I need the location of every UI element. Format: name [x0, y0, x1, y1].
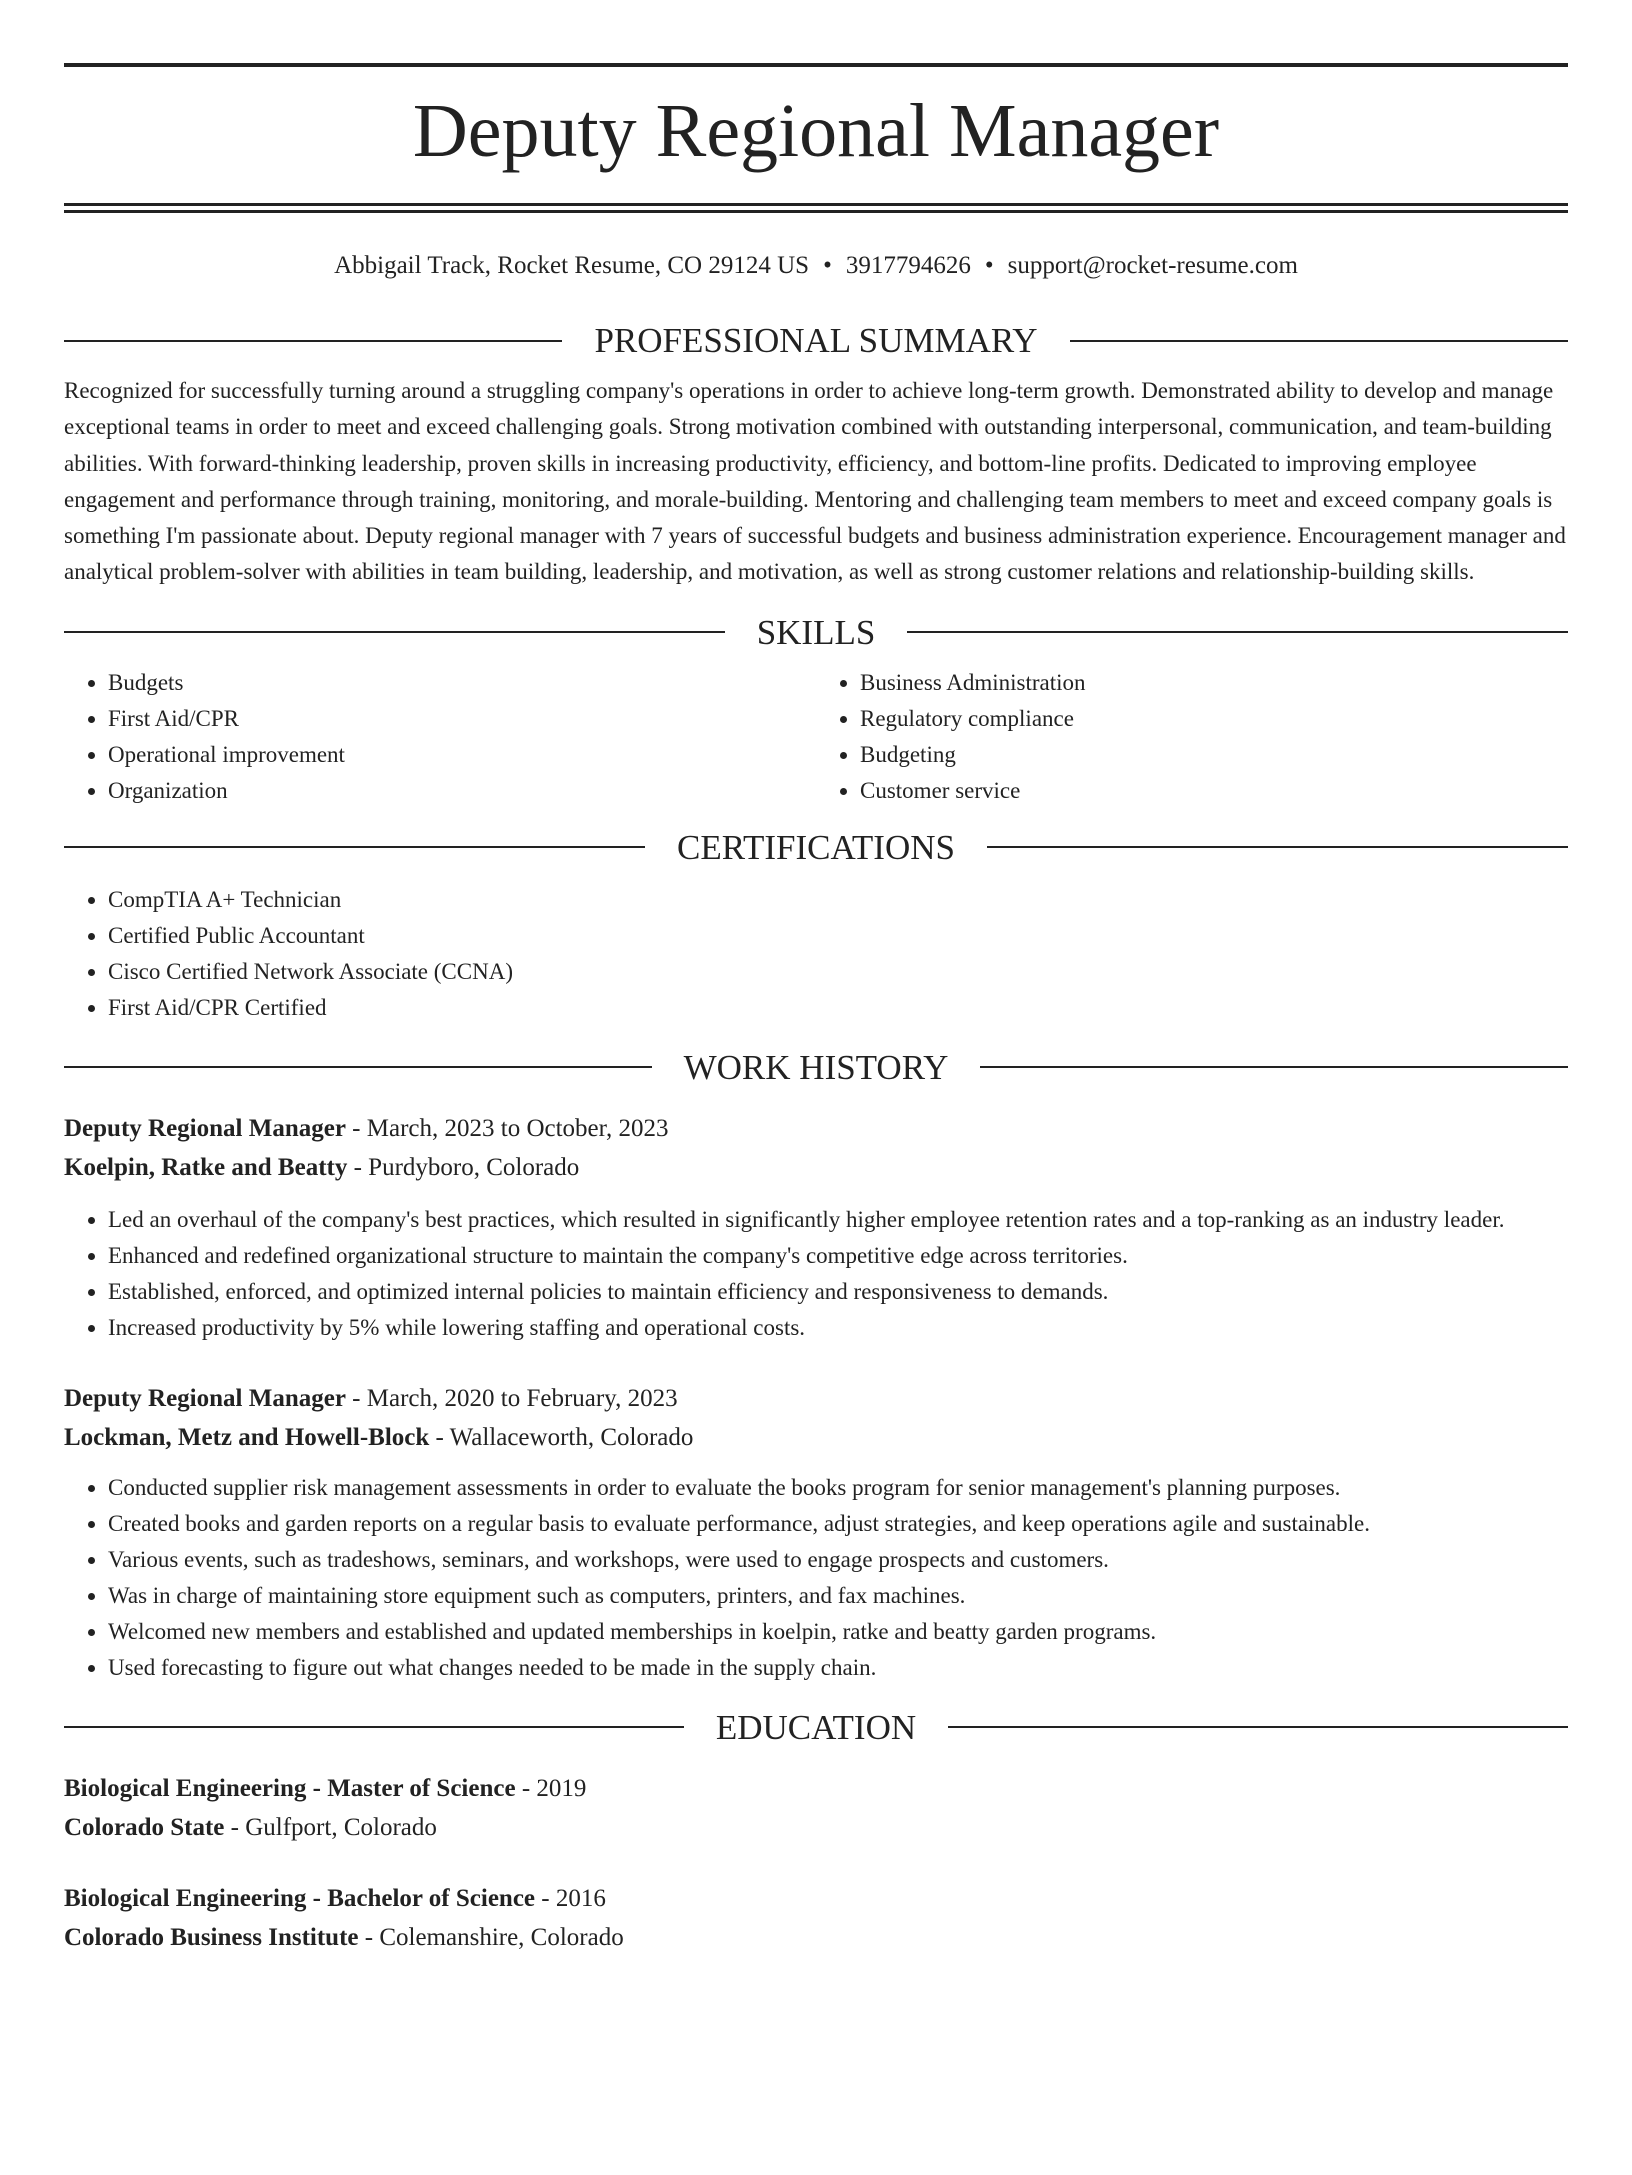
education-degree-line [64, 1769, 1568, 1808]
summary-heading-label: PROFESSIONAL SUMMARY [594, 321, 1038, 360]
job-dates: - March, 2023 to October, 2023 [345, 1114, 669, 1142]
education-school-line [64, 1808, 1568, 1847]
education-degree: Biological Engineering - Master of Science [64, 1774, 516, 1802]
skills-heading [64, 612, 1568, 652]
job-title: Deputy Regional Manager [64, 1114, 346, 1142]
job-bullet: • Increased productivity by 5% while lowering staffing and operational costs. [108, 1310, 1568, 1346]
certifications-list [64, 882, 1568, 1026]
skill-item: • Organization [108, 773, 816, 809]
education-year: - 2016 [535, 1884, 606, 1912]
skill-item: • Regulatory compliance [860, 701, 1568, 737]
education-entry [64, 1879, 1568, 1957]
heading-rule [64, 1726, 684, 1728]
education-year: - 2019 [515, 1774, 587, 1802]
heading-rule [64, 846, 645, 848]
heading-rule [64, 1066, 652, 1068]
skills-column-right [816, 665, 1568, 809]
education-school-line [64, 1918, 1568, 1957]
education-school: Colorado Business Institute [64, 1923, 359, 1951]
contact-separator: • [984, 252, 994, 279]
work-heading [64, 1047, 1568, 1087]
heading-rule [64, 631, 725, 633]
certification-item: • CompTIA A+ Technician [108, 882, 1568, 918]
job-location: - Purdyboro, Colorado [347, 1153, 580, 1181]
summary-heading [64, 323, 1568, 358]
skills-list [64, 665, 1568, 809]
certification-item: • Cisco Certified Network Associate (CCNA) [108, 954, 1568, 990]
title-double-rule [64, 203, 1568, 213]
job-bullet: • Was in charge of maintaining store equipment such as computers, printers, and fax machines. [108, 1578, 1568, 1614]
skill-item: • Customer service [860, 773, 1568, 809]
job-bullet: • Various events, such as tradeshows, seminars, and workshops, were used to engage prospects and customers. [108, 1542, 1568, 1578]
job-dates: - March, 2020 to February, 2023 [345, 1384, 678, 1412]
education-degree-line [64, 1879, 1568, 1918]
job-company: Lockman, Metz and Howell-Block [64, 1423, 430, 1451]
skill-item: • First Aid/CPR [108, 701, 816, 737]
skill-item: • Business Administration [860, 665, 1568, 701]
job-company-line [64, 1418, 1568, 1457]
heading-rule [987, 846, 1568, 848]
education-heading-label: EDUCATION [715, 1707, 917, 1747]
job-company-line [64, 1148, 1568, 1187]
skill-item: • Budgeting [860, 737, 1568, 773]
job-bullet: • Created books and garden reports on a regular basis to evaluate performance, adjust strategies, and keep operations agile and sustainable. [108, 1506, 1568, 1542]
certification-item: • First Aid/CPR Certified [108, 990, 1568, 1026]
job-location: - Wallaceworth, Colorado [429, 1423, 694, 1451]
contact-separator: • [823, 252, 832, 279]
job-bullet: • Used forecasting to figure out what changes needed to be made in the supply chain. [108, 1650, 1568, 1686]
job-company: Koelpin, Ratke and Beatty [64, 1153, 348, 1181]
resume-page [0, 63, 1632, 2175]
heading-rule [907, 631, 1568, 633]
heading-rule [948, 1726, 1568, 1728]
education-location: - Colemanshire, Colorado [358, 1923, 624, 1951]
skill-item: • Budgets [108, 665, 816, 701]
job-bullets [64, 1470, 1568, 1686]
skills-heading-label: SKILLS [756, 612, 876, 652]
summary-text: Recognized for successfully turning around a struggling company's operations in order to achieve long-term growth. Demonstrated ability to develop and manage exceptional teams in order to meet and exceed challenging goals. Strong motivation combined with outstanding interpersonal, communication, and team-building abilities. With forward-thinking leadership, proven skills in increasing productivity, efficiency, and bottom-line profits. Dedicated to improving employee engagement and performance through training, monitoring, and morale-building. Mentoring and challenging team members to meet and exceed company goals is something I'm passionate about. Deputy regional manager with 7 years of successful budgets and business administration experience. Encouragement manager and analytical problem-solver with abilities in team building, leadership, and motivation, as well as strong customer relations and relationship-building skills. [64, 378, 1566, 585]
work-heading-label: WORK HISTORY [683, 1047, 949, 1087]
job-bullets [64, 1202, 1568, 1346]
job-bullet: • Conducted supplier risk management assessments in order to evaluate the books program for senior management's planning purposes. [108, 1470, 1568, 1506]
page-title: Deputy Regional Manager [412, 89, 1220, 173]
heading-rule [64, 340, 562, 342]
job-entry [64, 1109, 1568, 1346]
skill-item: • Operational improvement [108, 737, 816, 773]
certifications-heading [64, 827, 1568, 867]
contact-address: Abbigail Track, Rocket Resume, CO 29124 US [334, 252, 810, 279]
heading-rule [980, 1066, 1568, 1068]
skills-column-left [64, 665, 816, 809]
heading-rule [1070, 340, 1568, 342]
contact-phone: 3917794626 [845, 252, 971, 279]
job-bullet: • Established, enforced, and optimized internal policies to maintain efficiency and responsiveness to demands. [108, 1274, 1568, 1310]
education-entry [64, 1769, 1568, 1847]
education-school: Colorado State [64, 1813, 225, 1841]
certifications-heading-label: CERTIFICATIONS [677, 827, 955, 867]
education-heading [64, 1707, 1568, 1747]
education-degree: Biological Engineering - Bachelor of Science [64, 1884, 536, 1912]
job-title: Deputy Regional Manager [64, 1384, 346, 1412]
job-title-line [64, 1379, 1568, 1418]
job-bullet: • Led an overhaul of the company's best practices, which resulted in significantly higher employee retention rates and a top-ranking as an industry leader. [108, 1202, 1568, 1238]
certification-item: • Certified Public Accountant [108, 918, 1568, 954]
job-bullet: • Welcomed new members and established and updated memberships in koelpin, ratke and beatty garden programs. [108, 1614, 1568, 1650]
contact-line [64, 251, 1568, 281]
job-title-line [64, 1109, 1568, 1148]
education-location: - Gulfport, Colorado [224, 1813, 437, 1841]
contact-email: support@rocket-resume.com [1007, 252, 1298, 279]
job-entry [64, 1379, 1568, 1686]
job-bullet: • Enhanced and redefined organizational structure to maintain the company's competitive edge across territories. [108, 1238, 1568, 1274]
